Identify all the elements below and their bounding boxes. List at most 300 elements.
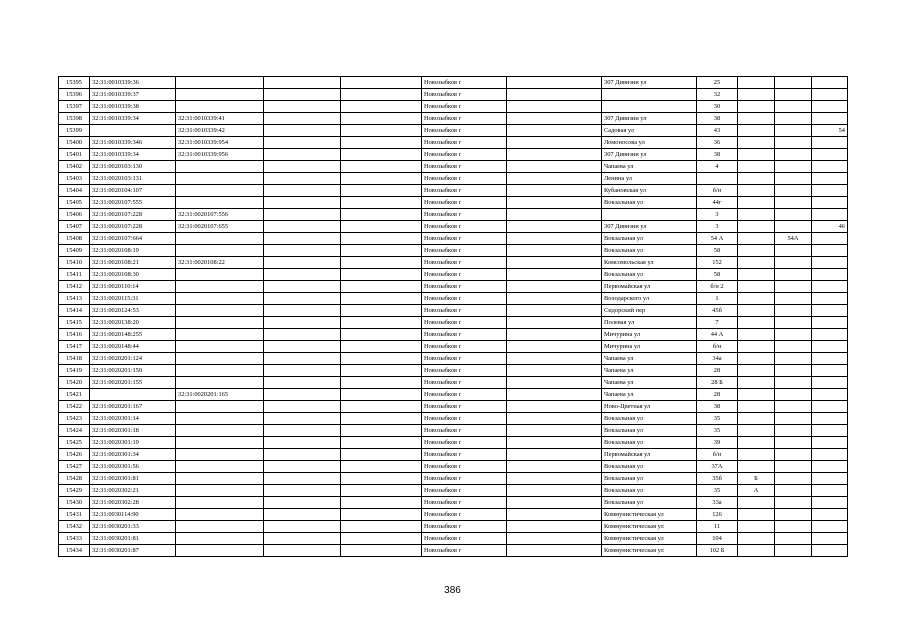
table-row: [59, 473, 848, 485]
empty-cell: [507, 257, 602, 269]
parent-cadastral-number-cell: [176, 173, 264, 185]
apartment-cell: [812, 377, 848, 389]
street-cell: Мичурина ул: [602, 329, 697, 341]
city-cell: Новозыбков г: [422, 329, 507, 341]
row-number-cell: 15428: [59, 473, 90, 485]
house-number-cell: 39: [697, 437, 738, 449]
apartment-cell: [812, 269, 848, 281]
row-number-cell: 15430: [59, 497, 90, 509]
empty-cell: [264, 137, 341, 149]
extra-cell: [775, 497, 812, 509]
row-number-cell: 15427: [59, 461, 90, 473]
street-cell: Чапаева ул: [602, 161, 697, 173]
parent-cadastral-number-cell: [176, 461, 264, 473]
cadastral-number-cell: 32:31:0020201:124: [90, 353, 176, 365]
extra-cell: [775, 377, 812, 389]
parent-cadastral-number-cell: [176, 521, 264, 533]
row-number-cell: 15423: [59, 413, 90, 425]
city-cell: Новозыбков г: [422, 221, 507, 233]
table-row: [59, 185, 848, 197]
cadastral-number-cell: 32:31:0010339:34: [90, 149, 176, 161]
empty-cell: [264, 77, 341, 89]
extra-cell: [775, 293, 812, 305]
parent-cadastral-number-cell: [176, 545, 264, 557]
empty-cell: [507, 413, 602, 425]
empty-cell: [507, 101, 602, 113]
house-number-cell: 152: [697, 257, 738, 269]
city-cell: Новозыбков г: [422, 245, 507, 257]
empty-cell: [507, 305, 602, 317]
house-number-cell: 43: [697, 125, 738, 137]
empty-cell: [341, 149, 422, 161]
empty-cell: [341, 281, 422, 293]
city-cell: Новозыбков г: [422, 173, 507, 185]
empty-cell: [507, 125, 602, 137]
city-cell: Новозыбков г: [422, 401, 507, 413]
cadastral-number-cell: 32:31:0020301:19: [90, 437, 176, 449]
table-row: [59, 209, 848, 221]
empty-cell: [341, 221, 422, 233]
empty-cell: [264, 341, 341, 353]
cadastral-number-cell: 32:31:0010339:38: [90, 101, 176, 113]
table-row: [59, 521, 848, 533]
empty-cell: [264, 473, 341, 485]
empty-cell: [341, 209, 422, 221]
table-row: [59, 449, 848, 461]
building-letter-cell: [738, 521, 775, 533]
house-number-cell: 38: [697, 113, 738, 125]
row-number-cell: 15419: [59, 365, 90, 377]
empty-cell: [264, 329, 341, 341]
building-letter-cell: [738, 293, 775, 305]
parent-cadastral-number-cell: 32:31:0010339:42: [176, 125, 264, 137]
parent-cadastral-number-cell: [176, 341, 264, 353]
building-letter-cell: [738, 377, 775, 389]
table-row: [59, 305, 848, 317]
empty-cell: [341, 533, 422, 545]
empty-cell: [507, 341, 602, 353]
extra-cell: [775, 269, 812, 281]
street-cell: Вокзальная ул: [602, 485, 697, 497]
house-number-cell: 34а: [697, 353, 738, 365]
table-row: [59, 341, 848, 353]
empty-cell: [507, 497, 602, 509]
empty-cell: [507, 269, 602, 281]
empty-cell: [507, 353, 602, 365]
street-cell: 307 Дивизии ул: [602, 149, 697, 161]
empty-cell: [507, 77, 602, 89]
cadastral-number-cell: 32:31:0020201:150: [90, 365, 176, 377]
street-cell: [602, 209, 697, 221]
apartment-cell: [812, 461, 848, 473]
extra-cell: [775, 281, 812, 293]
extra-cell: [775, 425, 812, 437]
empty-cell: [341, 161, 422, 173]
extra-cell: [775, 389, 812, 401]
parent-cadastral-number-cell: [176, 485, 264, 497]
property-register-table: [58, 76, 848, 557]
city-cell: Новозыбков г: [422, 449, 507, 461]
empty-cell: [341, 305, 422, 317]
city-cell: Новозыбков г: [422, 113, 507, 125]
parent-cadastral-number-cell: [176, 185, 264, 197]
extra-cell: [775, 125, 812, 137]
city-cell: Новозыбков г: [422, 101, 507, 113]
parent-cadastral-number-cell: 32:31:0020107:556: [176, 209, 264, 221]
building-letter-cell: [738, 185, 775, 197]
parent-cadastral-number-cell: 32:31:0020201:165: [176, 389, 264, 401]
empty-cell: [341, 185, 422, 197]
house-number-cell: 102 Б: [697, 545, 738, 557]
empty-cell: [341, 497, 422, 509]
apartment-cell: 46: [812, 221, 848, 233]
apartment-cell: [812, 233, 848, 245]
building-letter-cell: [738, 77, 775, 89]
empty-cell: [507, 365, 602, 377]
empty-cell: [264, 449, 341, 461]
empty-cell: [341, 101, 422, 113]
row-number-cell: 15406: [59, 209, 90, 221]
cadastral-number-cell: [90, 125, 176, 137]
apartment-cell: [812, 305, 848, 317]
street-cell: 307 Дивизии ул: [602, 77, 697, 89]
row-number-cell: 15397: [59, 101, 90, 113]
table-row: [59, 293, 848, 305]
table-row: [59, 221, 848, 233]
row-number-cell: 15398: [59, 113, 90, 125]
extra-cell: [775, 245, 812, 257]
row-number-cell: 15413: [59, 293, 90, 305]
building-letter-cell: [738, 137, 775, 149]
street-cell: Вокзальная ул: [602, 437, 697, 449]
empty-cell: [507, 545, 602, 557]
cadastral-number-cell: 32:31:0010339:37: [90, 89, 176, 101]
street-cell: Коммунистическая ул: [602, 533, 697, 545]
parent-cadastral-number-cell: [176, 413, 264, 425]
extra-cell: [775, 533, 812, 545]
parent-cadastral-number-cell: [176, 509, 264, 521]
empty-cell: [341, 329, 422, 341]
cadastral-number-cell: 32:31:0010339:36: [90, 77, 176, 89]
row-number-cell: 15429: [59, 485, 90, 497]
building-letter-cell: [738, 269, 775, 281]
house-number-cell: 126: [697, 509, 738, 521]
city-cell: Новозыбков г: [422, 497, 507, 509]
building-letter-cell: [738, 365, 775, 377]
house-number-cell: 54 А: [697, 233, 738, 245]
empty-cell: [264, 173, 341, 185]
building-letter-cell: [738, 341, 775, 353]
empty-cell: [264, 389, 341, 401]
house-number-cell: 33а: [697, 497, 738, 509]
house-number-cell: 104: [697, 533, 738, 545]
cadastral-number-cell: 32:31:0020104:107: [90, 185, 176, 197]
empty-cell: [264, 161, 341, 173]
table-row: [59, 197, 848, 209]
house-number-cell: б/н 2: [697, 281, 738, 293]
empty-cell: [264, 233, 341, 245]
street-cell: Коммунистическая ул: [602, 509, 697, 521]
street-cell: 307 Дивизии ул: [602, 221, 697, 233]
building-letter-cell: [738, 401, 775, 413]
city-cell: Новозыбков г: [422, 437, 507, 449]
cadastral-number-cell: 32:31:0010339:346: [90, 137, 176, 149]
extra-cell: [775, 161, 812, 173]
extra-cell: [775, 521, 812, 533]
building-letter-cell: [738, 89, 775, 101]
table-row: [59, 149, 848, 161]
extra-cell: 54А: [775, 233, 812, 245]
empty-cell: [507, 197, 602, 209]
empty-cell: [264, 425, 341, 437]
parent-cadastral-number-cell: [176, 401, 264, 413]
extra-cell: [775, 545, 812, 557]
building-letter-cell: [738, 149, 775, 161]
empty-cell: [507, 209, 602, 221]
building-letter-cell: [738, 425, 775, 437]
cadastral-number-cell: 32:31:0030201:87: [90, 545, 176, 557]
building-letter-cell: [738, 329, 775, 341]
empty-cell: [341, 89, 422, 101]
empty-cell: [264, 413, 341, 425]
street-cell: Коммунистическая ул: [602, 545, 697, 557]
register-sheet: [58, 76, 848, 557]
city-cell: Новозыбков г: [422, 521, 507, 533]
table-row: [59, 329, 848, 341]
parent-cadastral-number-cell: [176, 425, 264, 437]
empty-cell: [341, 509, 422, 521]
street-cell: Вокзальная ул: [602, 233, 697, 245]
table-row: [59, 113, 848, 125]
building-letter-cell: [738, 449, 775, 461]
cadastral-number-cell: 32:31:0020107:228: [90, 209, 176, 221]
city-cell: Новозыбков г: [422, 533, 507, 545]
city-cell: Новозыбков г: [422, 461, 507, 473]
apartment-cell: [812, 485, 848, 497]
empty-cell: [341, 461, 422, 473]
city-cell: Новозыбков г: [422, 353, 507, 365]
building-letter-cell: [738, 497, 775, 509]
building-letter-cell: [738, 161, 775, 173]
cadastral-number-cell: 32:31:0020108:30: [90, 269, 176, 281]
table-row: [59, 425, 848, 437]
empty-cell: [507, 425, 602, 437]
row-number-cell: 15399: [59, 125, 90, 137]
apartment-cell: [812, 497, 848, 509]
street-cell: [602, 89, 697, 101]
table-row: [59, 365, 848, 377]
apartment-cell: [812, 245, 848, 257]
empty-cell: [341, 545, 422, 557]
house-number-cell: 36: [697, 137, 738, 149]
house-number-cell: 32: [697, 89, 738, 101]
extra-cell: [775, 209, 812, 221]
street-cell: Володарского ул: [602, 293, 697, 305]
row-number-cell: 15415: [59, 317, 90, 329]
row-number-cell: 15424: [59, 425, 90, 437]
extra-cell: [775, 185, 812, 197]
empty-cell: [341, 245, 422, 257]
cadastral-number-cell: 32:31:0020110:14: [90, 281, 176, 293]
apartment-cell: [812, 521, 848, 533]
house-number-cell: 1: [697, 293, 738, 305]
apartment-cell: [812, 77, 848, 89]
street-cell: Чапаева ул: [602, 389, 697, 401]
city-cell: Новозыбков г: [422, 77, 507, 89]
street-cell: Вокзальная ул: [602, 269, 697, 281]
house-number-cell: 37А: [697, 461, 738, 473]
building-letter-cell: [738, 173, 775, 185]
parent-cadastral-number-cell: [176, 437, 264, 449]
empty-cell: [264, 377, 341, 389]
extra-cell: [775, 317, 812, 329]
building-letter-cell: [738, 389, 775, 401]
apartment-cell: 54: [812, 125, 848, 137]
street-cell: Вокзальная ул: [602, 473, 697, 485]
empty-cell: [341, 389, 422, 401]
parent-cadastral-number-cell: [176, 245, 264, 257]
empty-cell: [264, 245, 341, 257]
parent-cadastral-number-cell: [176, 305, 264, 317]
house-number-cell: [697, 173, 738, 185]
empty-cell: [341, 473, 422, 485]
apartment-cell: [812, 161, 848, 173]
empty-cell: [341, 425, 422, 437]
empty-cell: [507, 173, 602, 185]
empty-cell: [507, 149, 602, 161]
house-number-cell: 28: [697, 365, 738, 377]
apartment-cell: [812, 257, 848, 269]
parent-cadastral-number-cell: [176, 353, 264, 365]
street-cell: Первомайская ул: [602, 281, 697, 293]
table-row: [59, 413, 848, 425]
empty-cell: [264, 437, 341, 449]
table-row: [59, 389, 848, 401]
extra-cell: [775, 329, 812, 341]
extra-cell: [775, 413, 812, 425]
cadastral-number-cell: 32:31:0020301:18: [90, 425, 176, 437]
parent-cadastral-number-cell: [176, 497, 264, 509]
street-cell: [602, 101, 697, 113]
apartment-cell: [812, 293, 848, 305]
empty-cell: [341, 233, 422, 245]
empty-cell: [264, 101, 341, 113]
building-letter-cell: [738, 413, 775, 425]
table-row: [59, 245, 848, 257]
register-body: [59, 77, 848, 557]
building-letter-cell: [738, 125, 775, 137]
street-cell: Вокзальная ул: [602, 413, 697, 425]
parent-cadastral-number-cell: 32:31:0010339:956: [176, 149, 264, 161]
apartment-cell: [812, 89, 848, 101]
table-row: [59, 173, 848, 185]
row-number-cell: 15420: [59, 377, 90, 389]
row-number-cell: 15417: [59, 341, 90, 353]
apartment-cell: [812, 449, 848, 461]
street-cell: Первомайская ул: [602, 449, 697, 461]
parent-cadastral-number-cell: [176, 89, 264, 101]
city-cell: Новозыбков г: [422, 377, 507, 389]
empty-cell: [264, 365, 341, 377]
table-row: [59, 497, 848, 509]
empty-cell: [341, 197, 422, 209]
cadastral-number-cell: 32:31:0030201:33: [90, 521, 176, 533]
building-letter-cell: [738, 533, 775, 545]
street-cell: Чапаева ул: [602, 353, 697, 365]
empty-cell: [341, 437, 422, 449]
apartment-cell: [812, 149, 848, 161]
building-letter-cell: [738, 257, 775, 269]
street-cell: Ново-Цветная ул: [602, 401, 697, 413]
cadastral-number-cell: 32:31:0020107:228: [90, 221, 176, 233]
house-number-cell: 35: [697, 485, 738, 497]
street-cell: Вокзальная ул: [602, 425, 697, 437]
parent-cadastral-number-cell: [176, 77, 264, 89]
parent-cadastral-number-cell: [176, 473, 264, 485]
apartment-cell: [812, 473, 848, 485]
apartment-cell: [812, 197, 848, 209]
empty-cell: [264, 209, 341, 221]
empty-cell: [264, 401, 341, 413]
row-number-cell: 15411: [59, 269, 90, 281]
building-letter-cell: [738, 221, 775, 233]
cadastral-number-cell: 32:31:0010339:34: [90, 113, 176, 125]
city-cell: Новозыбков г: [422, 149, 507, 161]
house-number-cell: 35: [697, 425, 738, 437]
table-row: [59, 461, 848, 473]
empty-cell: [507, 533, 602, 545]
cadastral-number-cell: 32:31:0020103:130: [90, 161, 176, 173]
cadastral-number-cell: 32:31:0030114:90: [90, 509, 176, 521]
street-cell: Вокзальная ул: [602, 245, 697, 257]
apartment-cell: [812, 341, 848, 353]
building-letter-cell: [738, 353, 775, 365]
row-number-cell: 15403: [59, 173, 90, 185]
parent-cadastral-number-cell: [176, 197, 264, 209]
cadastral-number-cell: 32:31:0020201:167: [90, 401, 176, 413]
building-letter-cell: [738, 305, 775, 317]
apartment-cell: [812, 425, 848, 437]
row-number-cell: 15407: [59, 221, 90, 233]
house-number-cell: 45б: [697, 305, 738, 317]
street-cell: Сидорский пер: [602, 305, 697, 317]
street-cell: Кубановская ул: [602, 185, 697, 197]
street-cell: Мичурина ул: [602, 341, 697, 353]
empty-cell: [341, 521, 422, 533]
extra-cell: [775, 341, 812, 353]
empty-cell: [507, 521, 602, 533]
extra-cell: [775, 221, 812, 233]
empty-cell: [341, 293, 422, 305]
street-cell: Чапаева ул: [602, 377, 697, 389]
building-letter-cell: [738, 281, 775, 293]
empty-cell: [507, 89, 602, 101]
extra-cell: [775, 89, 812, 101]
empty-cell: [264, 533, 341, 545]
extra-cell: [775, 305, 812, 317]
empty-cell: [264, 221, 341, 233]
street-cell: 307 Дивизии ул: [602, 113, 697, 125]
city-cell: Новозыбков г: [422, 389, 507, 401]
parent-cadastral-number-cell: [176, 161, 264, 173]
parent-cadastral-number-cell: 32:31:0020107:655: [176, 221, 264, 233]
building-letter-cell: [738, 461, 775, 473]
empty-cell: [264, 257, 341, 269]
cadastral-number-cell: 32:31:0020138:20: [90, 317, 176, 329]
apartment-cell: [812, 353, 848, 365]
parent-cadastral-number-cell: 32:31:0020108:22: [176, 257, 264, 269]
empty-cell: [341, 341, 422, 353]
